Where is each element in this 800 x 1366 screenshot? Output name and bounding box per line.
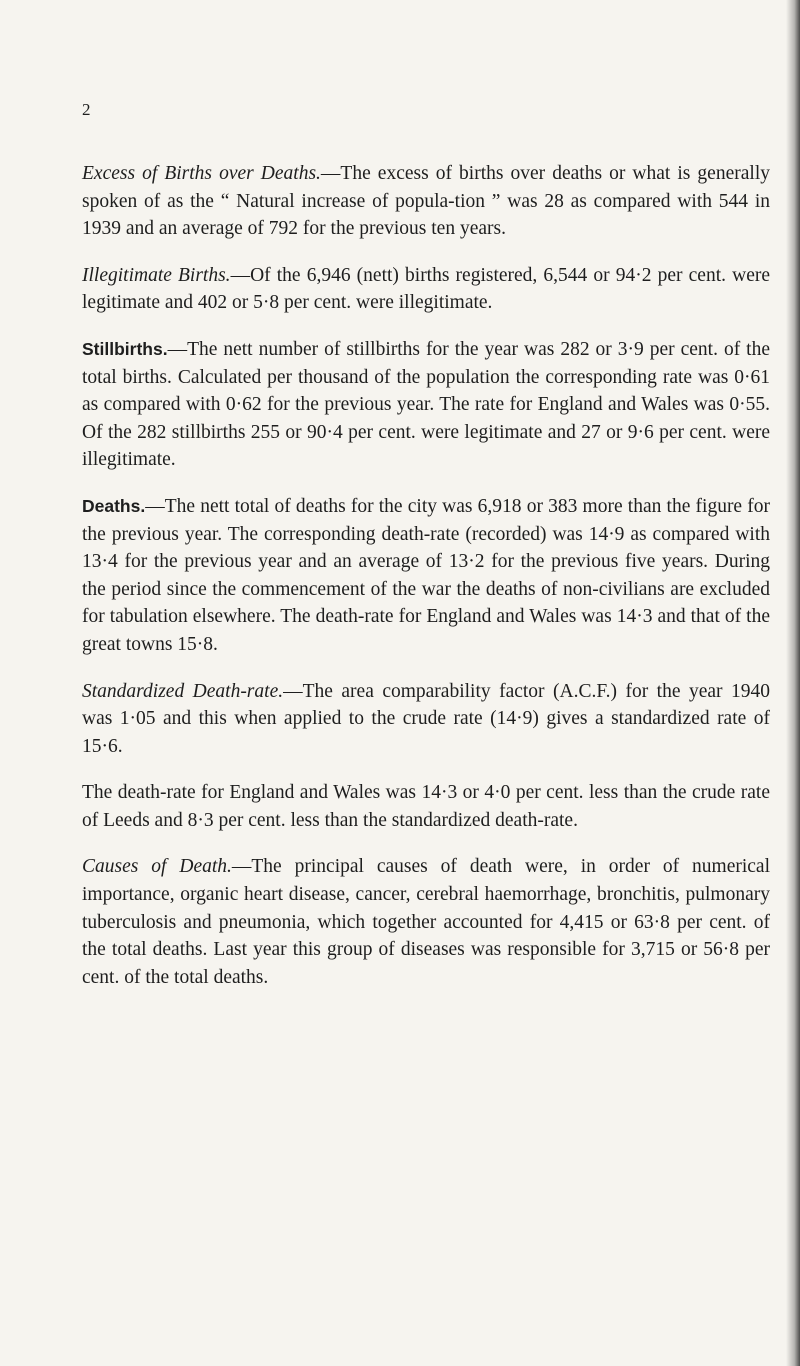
page-edge-shadow [786, 0, 800, 1366]
paragraph-heading: Excess of Births over Deaths. [82, 163, 321, 184]
paragraph-deaths [82, 493, 770, 659]
paragraph-text: —The nett total of deaths for the city was 6,918 or 383 more than the figure for the previous year. The corresponding death-rate (recorded) was 14·9 as compared with 13·4 for the previous year and an average of 13·2 for the previous five years. During the period since the commencement of the war the deaths of non-civilians are excluded for tabulation elsewhere. The death-rate for England and Wales was 14·3 and that of the great towns 15·8. [82, 495, 770, 655]
paragraph-text: The death-rate for England and Wales was 14·3 or 4·0 per cent. less than the crude rate of Leeds and 8·3 per cent. less than the standardized death-rate. [82, 782, 770, 831]
paragraph-heading: Causes of Death. [82, 856, 232, 878]
paragraph-text: —The nett number of stillbirths for the year was 282 or 3·9 per cent. of the total births. Calculated per thousand of the population the corresponding rate was 0·61 as compared with 0·62 for the previous year. The rate for England and Wales was 0·55. Of the 282 stillbirths 255 or 90·4 per cent. were legitimate and 27 or 9·6 per cent. were illegitimate. [82, 338, 770, 471]
paragraph-text: —The excess of births over deaths or what is generally spoken of as the “ Natural increase of popula-tion ” was 28 as compared with 544 in 1939 and an average of 792 for the previous ten years. [82, 163, 770, 240]
paragraph-text: —The principal causes of death were, in order of numerical importance, organic heart disease, cancer, cerebral haemorrhage, bronchitis, pulmonary tuberculosis and pneumonia, which together accounted for 4,415 or 63·8 per cent. of the total deaths. Last year this group of diseases was responsible for 3,715 or 56·8 per cent. of the total deaths. [82, 856, 770, 988]
paragraph-stillbirths [82, 336, 770, 474]
paragraph-heading: Stillbirths. [82, 338, 168, 359]
paragraph-standardized-death-rate [82, 678, 770, 761]
paragraph-text: —The area comparability factor (A.C.F.) for the year 1940 was 1·05 and this when applied to the crude rate (14·9) gives a standardized rate of 15·6. [82, 680, 770, 757]
paragraph-excess-births [82, 160, 770, 243]
paragraph-illegitimate-births [82, 262, 770, 317]
paragraph-heading: Standardized Death-rate. [82, 680, 284, 702]
paragraph-text: —Of the 6,946 (nett) births registered, 6,544 or 94·2 per cent. were legitimate and 402 or 5·8 per cent. were illegitimate. [82, 264, 770, 314]
paragraph-causes-of-death [82, 853, 770, 991]
body-text [82, 160, 770, 1010]
paragraph-heading: Deaths. [82, 495, 146, 516]
paragraph-heading: Illegitimate Births. [82, 264, 231, 286]
paragraph-england-wales-comparison [82, 779, 770, 834]
page-number: 2 [82, 100, 91, 119]
